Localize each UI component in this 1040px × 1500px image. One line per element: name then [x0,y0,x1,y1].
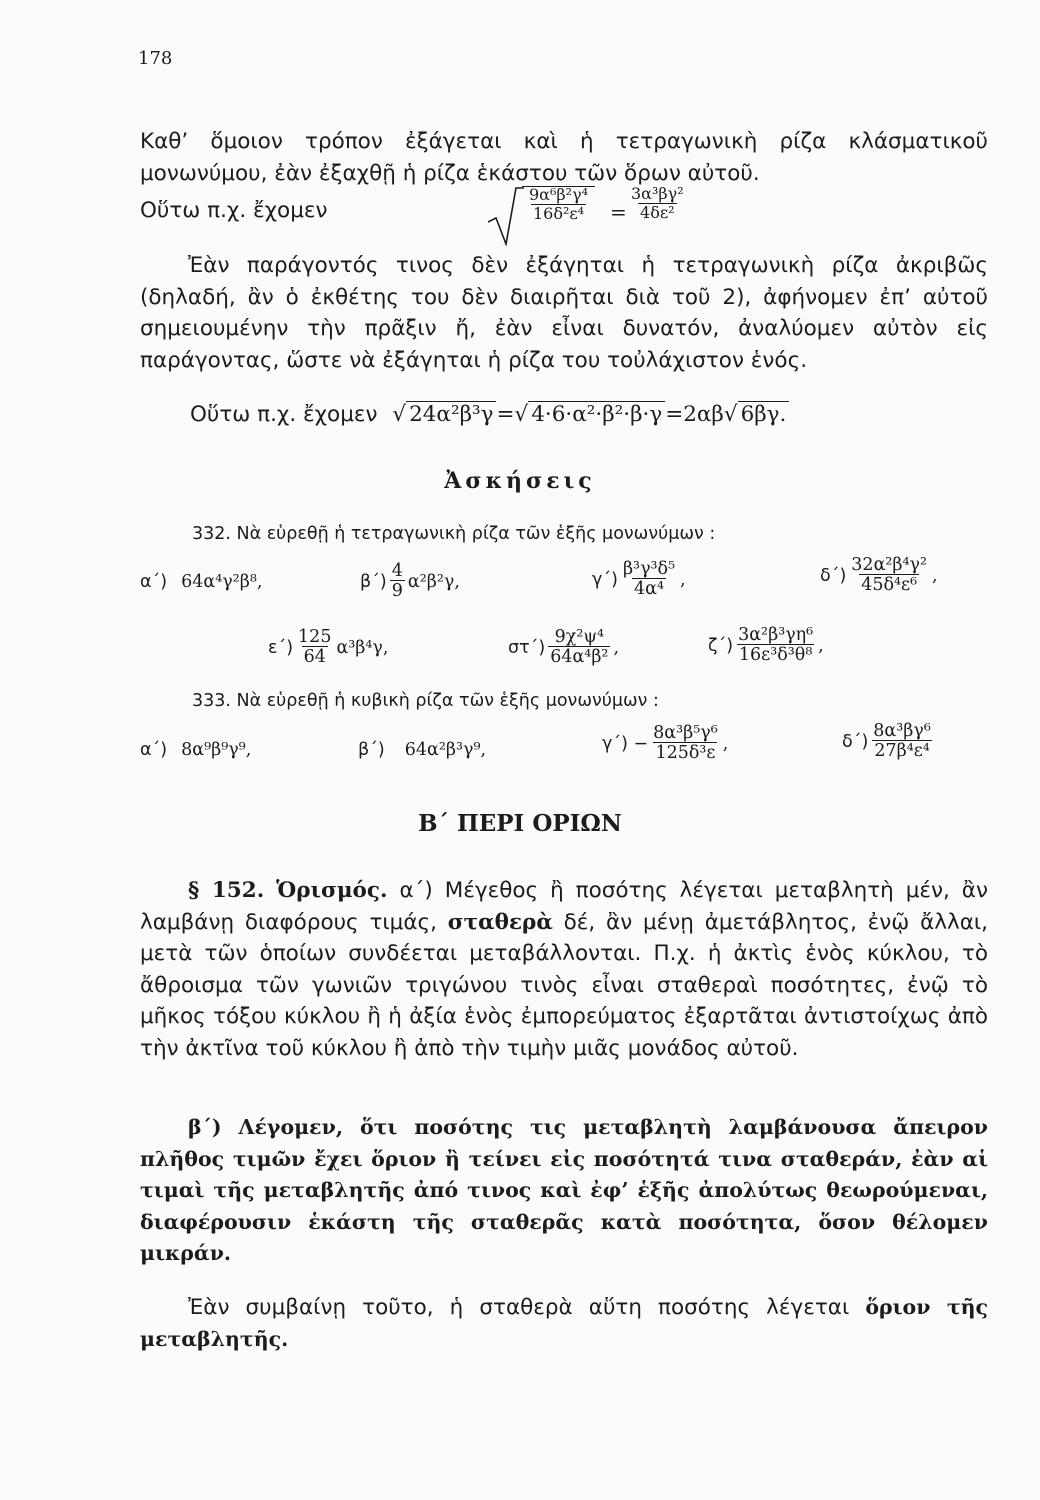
paragraph-title: Ὁρισμός. [276,878,388,903]
example-1-result-denominator: 4δε² [640,202,675,222]
example-2-line: Οὕτω π.χ. ἔχομεν √ 24α²β³γ =√ 4·6·α²·β²·β·γ =2αβ√ 6βγ. [190,402,789,427]
exercise-332-item-f [508,628,619,668]
item-expression: 64α⁴γ²β⁸, [181,572,263,592]
item-denominator: 27β⁴ε⁴ [874,741,930,762]
section-paragraph-c [140,1292,988,1355]
item-numerator: 125 [298,627,332,647]
exercise-332-item-a [140,572,262,592]
item-tail: , [932,565,938,586]
item-tail: , [613,637,620,658]
page-number: 178 [138,48,173,69]
item-denominator: 125δ³ε [655,743,716,764]
exercise-333-item-d [842,722,936,762]
exercise-333-item-b [358,740,486,760]
item-label: α΄) [140,572,168,592]
intro-paragraph-2: Ἐὰν παράγοντός τινος δὲν ἐξάγηται ἡ τετραγωνικὴ ρίζα ἀκριβῶς (δηλαδή, ἂν ὁ ἐκθέτης του δὲν διαιρῆται διὰ τοῦ 2), ἀφήνομεν ἐπ’ αὐτοῦ σημειουμένην τὴν πρᾶξιν ἤ, ἐὰν εἶναι δυνατόν, ἀναλύομεν αὐτὸν εἰς παράγοντας, ὥστε νὰ ἐξάγηται ἡ ρίζα του τοὐλάχιστον ἑνός. [140,253,988,373]
item-expression: 64α²β³γ⁹, [404,740,487,760]
exercise-332-prompt: 332. Νὰ εὑρεθῇ ἡ τετραγωνικὴ ρίζα τῶν ἑξῆς μονωνύμων : [192,524,716,544]
item-tail: , [722,733,729,754]
item-tail: , [818,635,824,656]
item-denominator: 64 [303,647,326,668]
section-paragraph-a [140,875,988,1064]
item-tail: α³β⁴γ, [336,637,389,658]
item-label: ε΄) [268,637,294,658]
intro-paragraph-1: Καθ’ ὅμοιον τρόπον ἐξάγεται καὶ ἡ τετραγωνικὴ ρίζα κλάσματικοῦ μονωνύμου, ἐὰν ἐξαχθῇ ἡ ρίζα ἑκάστου τῶν ὅρων αὐτοῦ. [140,129,988,186]
paragraph-a-bold-term: σταθερὰ [447,909,553,935]
item-numerator: 4 [391,561,403,581]
item-numerator: 32α²β⁴γ² [851,555,928,575]
item-numerator: 8α³β⁵γ⁶ [653,723,718,743]
item-denominator: 45δ⁴ε⁶ [861,575,918,596]
example-1-result-numerator: 3α³βγ² [631,184,684,203]
radical-sign-icon [488,186,524,246]
item-numerator: β³γ³δ⁵ [622,559,676,579]
item-numerator: 8α³βγ⁶ [873,721,931,741]
item-label: β΄) [358,740,385,760]
item-expression: 8α⁹β⁹γ⁹, [181,740,252,760]
example-1-denominator: 16δ²ε⁴ [532,203,585,223]
item-denominator: 64α⁴β² [550,647,609,668]
item-denominator: 9 [391,581,403,602]
item-denominator: 4α⁴ [634,579,664,600]
item-label: β΄) [360,571,387,592]
paragraph-c-start: Ἐὰν συμβαίνῃ τοῦτο, ἡ σταθερὰ αὕτη ποσότης λέγεται [188,1295,850,1320]
item-label: γ΄) [592,569,618,590]
example-2-result-radicand: 6βγ. [738,401,790,427]
exercise-332-item-e [268,628,388,668]
example-1-equals: = [610,200,627,224]
example-2-radicand-2: 4·6·α²·β²·β·γ [528,401,665,427]
example-1-prefix: Οὕτω π.χ. ἔχομεν [140,198,328,223]
paragraph-c-bold-term: ὅριον τῆς μεταβλητῆς. [140,1295,988,1351]
item-numerator: 3α²β³γη⁶ [738,625,814,645]
item-label: ζ΄) [708,635,734,656]
example-2-result-coefficient: =2αβ [665,402,724,427]
section-paragraph-b: β΄) Λέγομεν, ὅτι ποσότης τις μεταβλητὴ λαμβάνουσα ἄπειρον πλῆθος τιμῶν ἔχει ὅριον ἢ τείνει εἰς ποσότητά τινα σταθεράν, ἐὰν αἱ τιμαὶ τῆς μεταβλητῆς ἀπό τινος καὶ ἐφ’ ἑξῆς ἀπολύτως θεωρούμεναι, διαφέρουσιν ἑκάστη τῆς σταθερᾶς κατὰ ποσότητα, ὅσον θέλομεν μικράν. [140,1115,988,1265]
section-title: Β΄ ΠΕΡΙ ΟΡΙΩΝ [418,810,622,837]
example-1-numerator: 9α⁶β²γ⁴ [529,185,589,204]
item-denominator: 16ε³δ³θ⁸ [738,645,813,666]
item-numerator: 9χ²ψ⁴ [554,627,605,647]
item-label: δ΄) [820,565,847,586]
exercise-333-item-c [602,724,728,764]
exercise-332-item-b [360,562,460,602]
example-2-radicand-1: 24α²β³γ [406,401,496,427]
item-label: α΄) [140,740,168,760]
example-2-prefix: Οὕτω π.χ. ἔχομεν [190,402,378,427]
paragraph-a-start: α΄) Μέγεθος ἢ ποσότης λέγεται μεταβλητὴ μέν, ἂν λαμβάνῃ διαφόρους τιμάς, [140,878,988,935]
exercise-333-item-a [140,740,251,760]
item-label: στ΄) [508,637,546,658]
exercises-title: Ἀσκήσεις [444,468,596,494]
exercise-332-item-g [708,626,824,666]
exercise-332-item-c [592,560,686,600]
item-tail: , [680,569,686,590]
item-label: γ΄) − [602,733,649,754]
paragraph-number: § 152. [188,878,265,903]
item-label: δ΄) [842,731,869,752]
item-tail: α²β²γ, [407,571,460,592]
paragraph-a-rest: δέ, ἂν μένῃ ἀμετάβλητος, ἐνῷ ἄλλαι, μετὰ τῶν ὁποίων συνδέεται μεταβάλλονται. Π.χ. ἡ ἀκτὶς ἑνὸς κύκλου, τὸ ἄθροισμα τῶν γωνιῶν τριγώνου τινὸς εἶναι σταθεραὶ ποσότητες, ἐνῷ τὸ μῆκος τόξου κύκλου ἢ ἡ ἀξία ἑνὸς ἐμπορεύματος ἐξαρτᾶται ἀντιστοίχως ἀπὸ τὴν ἀκτῖνα τοῦ κύκλου ἢ ἀπὸ τὴν τιμὴν μιᾶς μονάδος αὐτοῦ. [140,909,988,1061]
exercise-332-item-d [820,556,938,596]
exercise-333-prompt: 333. Νὰ εὑρεθῇ ἡ κυβικὴ ρίζα τῶν ἑξῆς μονωνύμων : [192,691,659,711]
